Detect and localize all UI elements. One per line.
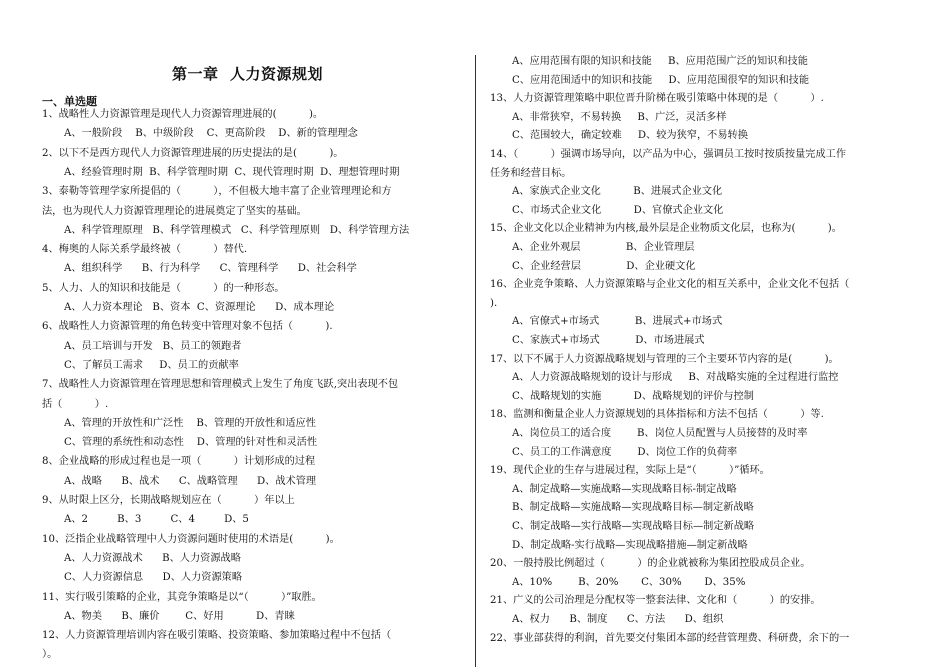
- chapter-title: 第一章 人力资源规划: [172, 65, 323, 83]
- left-column-line-24: C、人力资源信息 D、人力资源策略: [64, 572, 243, 584]
- right-column-line-17: A、人力资源战略规划的设计与形成 B、对战略实施的全过程进行监控: [512, 372, 839, 384]
- right-column-line-2: 13、人力资源管理策略中职位晋升阶梯在吸引策略中体现的是（ ）.: [490, 93, 824, 105]
- left-column-line-3: A、经验管理时期 B、科学管理时期 C、现代管理时期 D、理想管理时期: [64, 166, 400, 178]
- right-column-line-6: 任务和经营目标。: [490, 167, 572, 179]
- right-column-line-7: A、家族式企业文化 B、进展式企业文化: [512, 186, 723, 198]
- left-column-line-20: 9、从时限上区分，长期战略规划应在（ ）年以上: [42, 495, 295, 506]
- left-column-line-26: A、物美 B、廉价 C、好用 D、青睐: [64, 610, 295, 622]
- left-column-line-14: 7、战略性人力资源管理在管理思想和管理模式上发生了角度飞跃,突出表现不包: [42, 379, 399, 391]
- right-column-line-31: 22、事业部获得的利润，首先要交付集团本部的经营管理费、科研费，余下的一: [490, 632, 850, 644]
- right-column-line-16: 17、以下不属于人力资源战略规划与管理的三个主要环节内容的是( )。: [490, 353, 839, 365]
- left-column-line-21: A、2 B、3 C、4 D、5: [64, 514, 249, 526]
- right-column-line-8: C、市场式企业文化 D、官僚式企业文化: [512, 204, 724, 216]
- left-column-line-19: A、战略 B、战术 C、战略管理 D、战术管理: [64, 475, 317, 487]
- left-column-line-15: 括（ ）.: [42, 398, 109, 410]
- left-column-line-4: 3、泰勒等管理学家所提倡的（ ），不但极大地丰富了企业管理理论和方: [42, 186, 392, 198]
- left-column-line-1: A、一般阶段 B、中级阶段 C、更高阶段 D、新的管理理念: [64, 128, 358, 140]
- right-column-line-14: A、官僚式+市场式 B、进展式+市场式: [512, 316, 723, 328]
- right-column-line-30: A、权力 B、制度 C、方法 D、组织: [512, 614, 724, 625]
- right-column-line-15: C、家族式+市场式 D、市场进展式: [512, 335, 705, 346]
- right-column-line-11: C、企业经营层 D、企业硬文化: [512, 260, 696, 272]
- column-divider: [475, 55, 476, 667]
- left-column-line-8: A、组织科学 B、行为科学 C、管理科学 D、社会科学: [64, 263, 357, 275]
- section-heading: 一、单选题: [42, 95, 97, 108]
- right-column-line-26: D、制定战略-实行战略—实现战略措施—制定新战略: [512, 539, 748, 551]
- right-column-line-4: C、范围较大，确定较难 D、较为狭窄，不易转换: [512, 130, 748, 142]
- right-column-line-1: C、应用范围适中的知识和技能 D、应用范围很窄的知识和技能: [512, 74, 810, 86]
- right-column-line-23: A、制定战略—实施战略—实现战略目标-制定战略: [512, 483, 737, 495]
- right-column-line-27: 20、一般持股比例超过（ ）的企业就被称为集团控股成员企业。: [490, 558, 811, 570]
- right-column-line-0: A、应用范围有限的知识和技能 B、应用范围广泛的知识和技能: [512, 56, 808, 67]
- left-column-line-17: C、管理的系统性和动态性 D、管理的针对性和灵活性: [64, 437, 318, 449]
- right-column-line-28: A、10% B、20% C、30% D、35%: [512, 576, 746, 588]
- right-column-line-19: 18、监测和衡量企业人力资源规划的具体指标和方法不包括（ ）等.: [490, 409, 824, 421]
- left-column-line-18: 8、企业战略的形成过程也是一项（ ）计划形成的过程: [42, 456, 316, 468]
- left-column-line-0: 1、战略性人力资源管理是现代人力资源管理进展的( )。: [42, 109, 324, 120]
- left-column-line-13: C、了解员工需求 D、员工的贡献率: [64, 359, 239, 371]
- left-column-line-27: 12、人力资源管理培训内容在吸引策略、投资策略、参加策略过程中不包括（: [42, 630, 392, 642]
- right-column-line-22: 19、现代企业的生存与进展过程，实际上是“（ ）”循环。: [490, 465, 770, 477]
- left-column-line-11: 6、战略性人力资源管理的角色转变中管理对象不包括（ ).: [42, 321, 333, 333]
- left-column-line-7: 4、梅奥的人际关系学最终被（ ）替代.: [42, 244, 248, 256]
- right-column-line-21: C、员工的工作满意度 D、岗位工作的负荷率: [512, 446, 738, 458]
- left-column-line-28: ）。: [42, 649, 58, 661]
- right-column-line-25: C、制定战略—实行战略—实现战略目标—制定新战略: [512, 521, 755, 532]
- right-column-line-20: A、岗位员工的适合度 B、岗位人员配置与人员接替的及时率: [512, 428, 808, 439]
- right-column-line-10: A、企业外观层 B、企业管理层: [512, 242, 695, 253]
- left-column-line-10: A、人力资本理论 B、资本 C、资源理论 D、成本理论: [64, 302, 335, 313]
- right-column-line-12: 16、企业竞争策略、人力资源策略与企业文化的相互关系中，企业文化不包括（: [490, 279, 850, 291]
- right-column-line-3: A、非常狭窄，不易转换 B、广泛，灵活多样: [512, 111, 727, 123]
- left-column-line-25: 11、实行吸引策略的企业，其竞争策略是以“（ ）”取胜。: [42, 591, 322, 603]
- right-column-line-24: B、制定战略—实施战略—实现战略目标—制定新战略: [512, 502, 754, 514]
- right-column-line-13: ).: [490, 297, 498, 309]
- left-column-line-16: A、管理的开放性和广泛性 B、管理的开放性和适应性: [64, 417, 316, 429]
- left-column-line-23: A、人力资源战术 B、人力资源战略: [64, 552, 241, 564]
- right-column-line-29: 21、广义的公司治理是分配权等一整套法律、文化和（ ）的安排。: [490, 595, 821, 607]
- right-column-line-9: 15、企业文化以企业精神为内核,最外层是企业物质文化层，也称为( )。: [490, 223, 842, 235]
- left-column-line-22: 10、泛指企业战略管理中人力资源问题时使用的术语是( )。: [42, 533, 340, 545]
- left-column-line-2: 2、以下不是西方现代人力资源管理进展的历史提法的是( )。: [42, 147, 344, 159]
- right-column-line-5: 14、（ ）强调市场导向，以产品为中心，强调员工按时按质按量完成工作: [490, 149, 847, 160]
- right-column-line-18: C、战略规划的实施 D、战略规划的评价与控制: [512, 390, 754, 402]
- left-column-line-6: A、科学管理原理 B、科学管理模式 C、科学管理原则 D、科学管理方法: [64, 224, 410, 236]
- left-column-line-12: A、员工培训与开发 B、员工的领跑者: [64, 340, 242, 352]
- left-column-line-5: 法，也为现代人力资源管理理论的进展奠定了坚实的基础。: [42, 205, 307, 217]
- left-column-line-9: 5、人力、人的知识和技能是（ ）的一种形态。: [42, 282, 285, 294]
